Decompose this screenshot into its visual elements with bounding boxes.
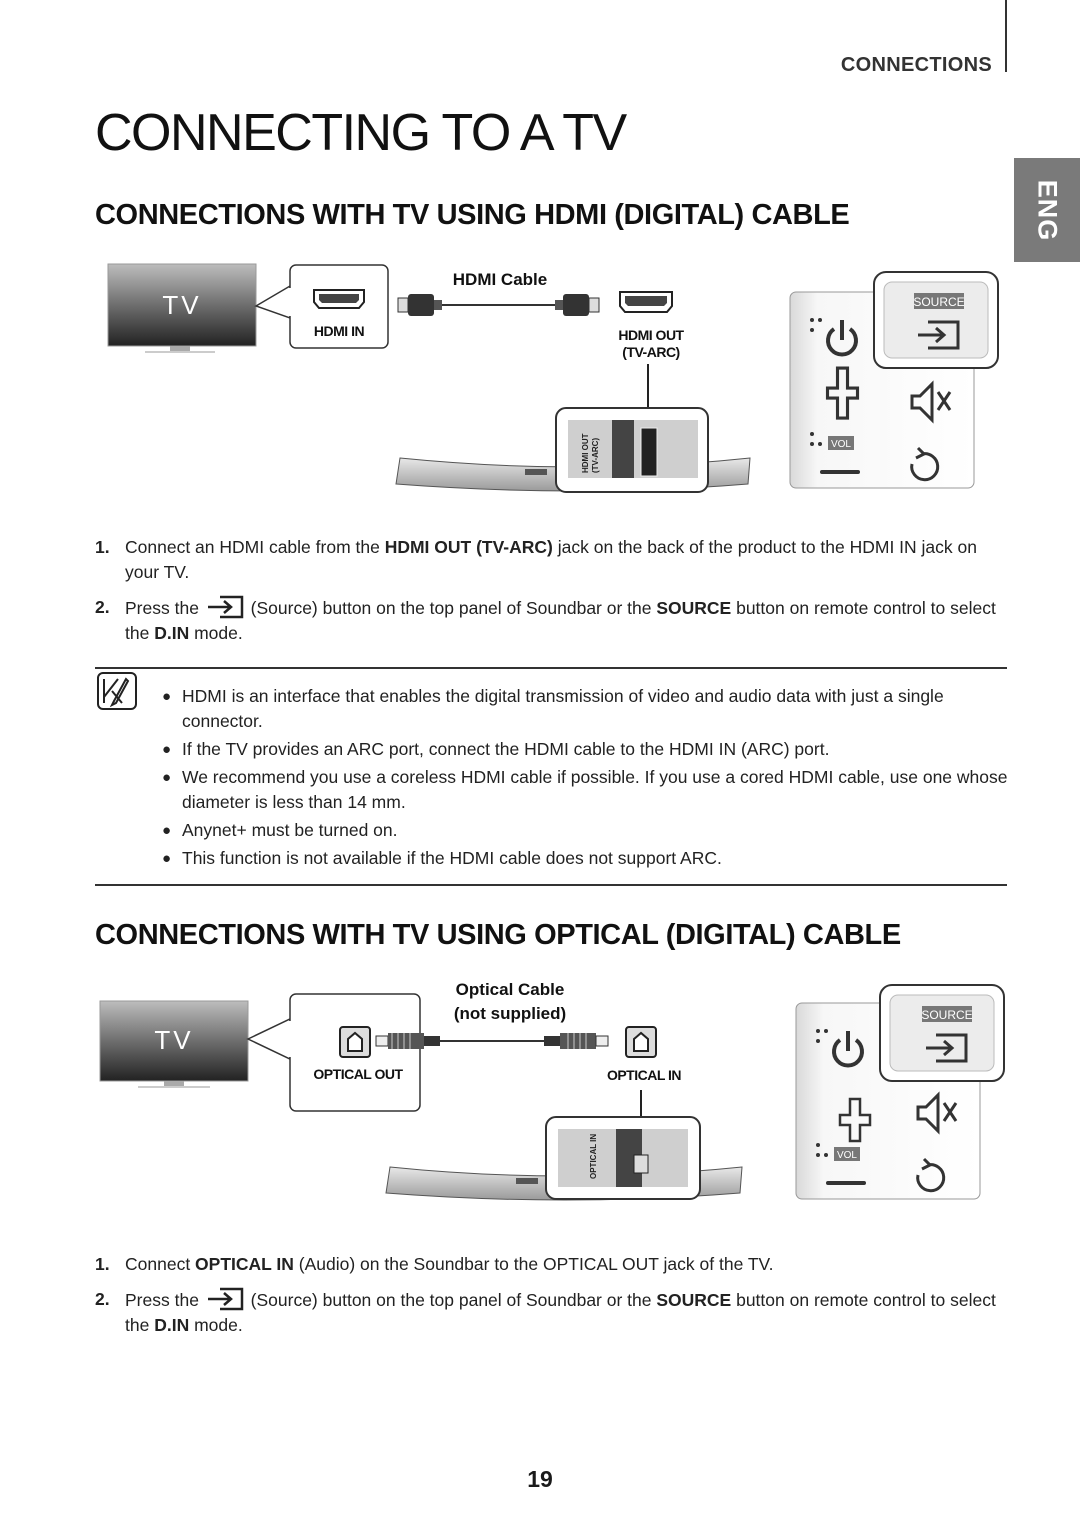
optical-in-label: OPTICAL IN [606, 1067, 682, 1083]
optical-out-label: OPTICAL OUT [313, 1066, 403, 1082]
hdmi-out-label-arc: (TV-ARC) [622, 344, 680, 360]
note-item: ● If the TV provides an ARC port, connect the HDMI cable to the HDMI IN (ARC) port. [162, 739, 830, 759]
note-pencil-icon [96, 671, 138, 711]
optical-step-2: 2. Press the (Source) button on the top panel of Soundbar or the SOURCE button on remote control to select the D.IN mode. [95, 1289, 996, 1335]
language-tab [1014, 158, 1080, 262]
hdmi-connection-figure [100, 258, 1005, 498]
vol-label: VOL [836, 1150, 858, 1161]
vol-label: VOL [830, 439, 852, 450]
closeup-port-label-2: (TV-ARC) [591, 437, 600, 473]
optical-cable-illustration [376, 1033, 608, 1049]
optical-steps [95, 1252, 1005, 1348]
note-item: ● This function is not available if the HDMI cable does not support ARC. [162, 848, 722, 868]
note-item: ● We recommend you use a coreless HDMI cable if possible. If you use a cored HDMI cable, use one whose diameter is less than 14 mm. [162, 767, 1008, 812]
source-label: SOURCE [913, 295, 965, 309]
optical-step-1: 1. Connect OPTICAL IN (Audio) on the Soundbar to the OPTICAL OUT jack of the TV. [95, 1254, 774, 1274]
note-item: ● Anynet+ must be turned on. [162, 820, 398, 840]
hdmi-steps [95, 535, 1005, 656]
closeup-optical-label: OPTICAL IN [589, 1133, 598, 1179]
hdmi-cable-label: HDMI Cable [452, 270, 548, 289]
tv-label: TV [154, 1025, 194, 1055]
hdmi-in-label: HDMI IN [313, 323, 365, 339]
hdmi-section-heading: CONNECTIONS WITH TV USING HDMI (DIGITAL) CABLE [95, 199, 850, 231]
language-tab-label: ENG [1032, 179, 1063, 241]
hdmi-out-label: HDMI OUT [618, 327, 684, 343]
hdmi-notes [160, 684, 1010, 874]
source-label: SOURCE [921, 1008, 973, 1022]
source-icon [206, 1287, 244, 1311]
optical-connection-figure [96, 975, 1008, 1210]
source-button-callout [874, 272, 998, 368]
hdmi-step-1: 1. Connect an HDMI cable from the HDMI OUT (TV-ARC) jack on the back of the product to the HDMI IN jack on your TV. [95, 537, 977, 582]
note-bottom-rule [95, 884, 1007, 886]
hdmi-port-icon [314, 290, 364, 308]
optical-closeup-callout [546, 1117, 700, 1199]
page-title: CONNECTING TO A TV [95, 104, 626, 162]
header-divider-line [1005, 0, 1007, 72]
hdmi-step-2: 2. Press the (Source) button on the top panel of Soundbar or the SOURCE button on remote control to select the D.IN mode. [95, 597, 996, 643]
optical-in-port-icon [626, 1027, 656, 1057]
note-item: ● HDMI is an interface that enables the digital transmission of video and audio data with just a single connector. [162, 686, 944, 731]
source-button-callout [880, 985, 1004, 1081]
section-label: CONNECTIONS [840, 54, 992, 76]
tv-illustration [100, 1001, 248, 1088]
optical-cable-note: (not supplied) [453, 1004, 567, 1023]
closeup-port-label-1: HDMI OUT [581, 433, 590, 473]
optical-port-icon [340, 1027, 370, 1057]
source-icon [206, 595, 244, 619]
page-number: 19 [527, 1466, 553, 1492]
note-top-rule [95, 667, 1007, 669]
hdmi-closeup-callout [556, 408, 708, 492]
optical-cable-label: Optical Cable [455, 980, 565, 999]
hdmi-cable-illustration [398, 294, 599, 316]
tv-illustration [108, 264, 256, 353]
tv-label: TV [162, 290, 202, 320]
hdmi-out-port-icon [620, 292, 672, 312]
optical-section-heading: CONNECTIONS WITH TV USING OPTICAL (DIGITAL) CABLE [95, 919, 901, 951]
